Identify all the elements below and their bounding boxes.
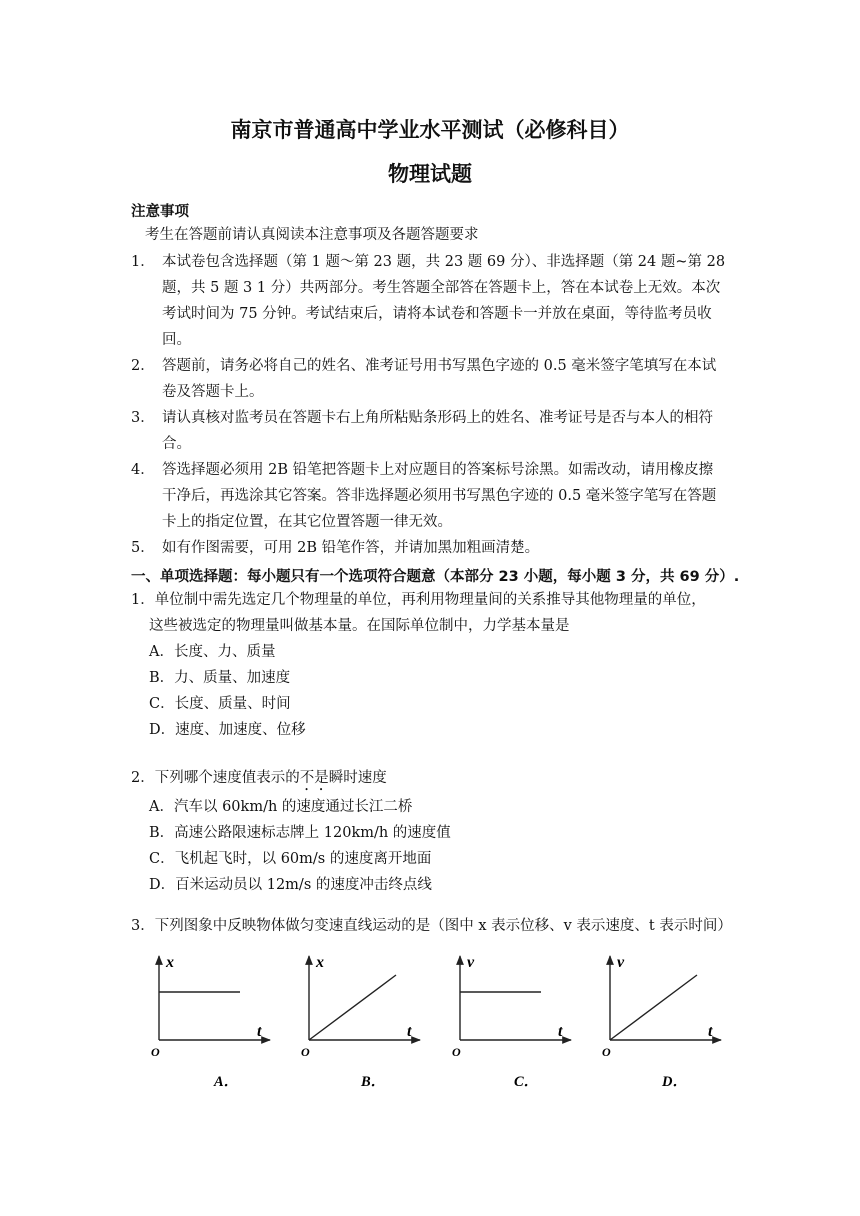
- question-2-option-a: A．汽车以 60km/h 的速度通过长江二桥: [149, 799, 413, 815]
- question-2-stem-start: 2．下列哪个速度值表示的: [131, 770, 300, 786]
- graph-b-option: B．: [361, 1074, 386, 1090]
- graph-d-option: D．: [662, 1074, 687, 1090]
- notice-item-4-line-2: 干净后，再选涂其它答案。答非选择题必须用书写黑色字迹的 0.5 毫米签字笔写在答题: [162, 488, 717, 504]
- graph-d-x-label: t: [708, 1023, 713, 1040]
- notice-item-5-line-1: 如有作图需要，可用 2B 铅笔作答，并请加黑加粗画清楚。: [162, 540, 540, 556]
- graph-b-origin: O: [301, 1045, 310, 1059]
- question-1-line-2: 这些被选定的物理量叫做基本量。在国际单位制中，力学基本量是: [149, 618, 570, 634]
- question-2-stem: [131, 765, 387, 794]
- notice-item-1-line-4: 回。: [162, 332, 191, 348]
- notice-item-1-line-1: 本试卷包含选择题（第 1 题～第 23 题，共 23 题 69 分）、非选择题（第 24 题~第 28: [162, 254, 726, 270]
- section-heading: 一、单项选择题：每小题只有一个选项符合题意（本部分 23 小题，每小题 3 分，共 69 分）.: [131, 569, 740, 585]
- notice-item-2-line-2: 卷及答题卡上。: [162, 384, 264, 400]
- graph-b: [301, 954, 420, 1090]
- notice-item-2-line-1: 答题前，请务必将自己的姓名、准考证号用书写黑色字迹的 0.5 毫米签字笔填写在本试: [162, 358, 717, 374]
- question-1-line-1: 1．单位制中需先选定几个物理量的单位，再利用物理量间的关系推导其他物理量的单位，: [131, 592, 706, 608]
- question-2-stem-end: 瞬时速度: [328, 770, 387, 786]
- graph-d: [602, 954, 721, 1090]
- question-1-option-d: D．速度、加速度、位移: [149, 722, 306, 738]
- graph-d-origin: O: [602, 1045, 611, 1059]
- notice-item-3-line-2: 合。: [162, 436, 191, 452]
- notice-item-2-number: 2．: [131, 358, 155, 374]
- graph-b-y-label: x: [316, 954, 324, 971]
- graph-d-y-label: v: [617, 954, 625, 971]
- graph-a-x-label: t: [257, 1023, 262, 1040]
- question-2-emphasis: 不是: [299, 770, 329, 786]
- graph-d-line: [610, 975, 697, 1040]
- graph-b-line: [309, 975, 396, 1040]
- question-2-option-d: D．百米运动员以 12m/s 的速度冲击终点线: [149, 877, 432, 893]
- notice-item-4-line-3: 卡上的指定位置，在其它位置答题一律无效。: [162, 514, 452, 530]
- graph-b-x-label: t: [407, 1023, 412, 1040]
- page-title: 南京市普通高中学业水平测试（必修科目）: [230, 118, 630, 142]
- graph-c-origin: O: [452, 1045, 461, 1059]
- notice-item-5-number: 5．: [131, 540, 155, 556]
- page-subtitle: 物理试题: [388, 162, 472, 186]
- notice-item-1-number: 1．: [131, 254, 155, 270]
- notice-item-3-number: 3．: [131, 410, 155, 426]
- question-3-graphs: [0, 940, 860, 1100]
- graph-c-y-label: v: [467, 954, 475, 971]
- graph-a: [151, 954, 270, 1090]
- graph-a-y-label: x: [166, 954, 174, 971]
- question-1-option-b: B．力、质量、加速度: [149, 670, 291, 686]
- question-1-option-c: C．长度、质量、时间: [149, 696, 291, 712]
- notice-item-4-number: 4．: [131, 462, 155, 478]
- graph-a-option: A．: [214, 1074, 239, 1090]
- notice-intro: 考生在答题前请认真阅读本注意事项及各题答题要求: [145, 227, 479, 243]
- notice-heading: 注意事项: [131, 204, 189, 220]
- question-2-option-c: C．飞机起飞时，以 60m/s 的速度离开地面: [149, 851, 432, 867]
- question-2-option-b: B．高速公路限速标志牌上 120km/h 的速度值: [149, 825, 451, 841]
- notice-item-3-line-1: 请认真核对监考员在答题卡右上角所粘贴条形码上的姓名、准考证号是否与本人的相符: [162, 410, 713, 426]
- notice-item-4-line-1: 答选择题必须用 2B 铅笔把答题卡上对应题目的答案标号涂黑。如需改动，请用橡皮擦: [162, 462, 714, 478]
- graph-a-origin: O: [151, 1045, 160, 1059]
- graph-c-option: C．: [514, 1074, 539, 1090]
- question-3-stem: 3．下列图象中反映物体做匀变速直线运动的是（图中 x 表示位移、v 表示速度、t 表示时间）: [131, 918, 732, 934]
- question-1-option-a: A．长度、力、质量: [149, 644, 276, 660]
- notice-item-1-line-2: 题，共 5 题 3 1 分）共两部分。考生答题全部答在答题卡上，答在本试卷上无效。本次: [162, 280, 721, 296]
- notice-item-1-line-3: 考试时间为 75 分钟。考试结束后，请将本试卷和答题卡一并放在桌面，等待监考员收: [162, 306, 712, 322]
- graph-c: [452, 954, 571, 1090]
- graph-c-x-label: t: [558, 1023, 563, 1040]
